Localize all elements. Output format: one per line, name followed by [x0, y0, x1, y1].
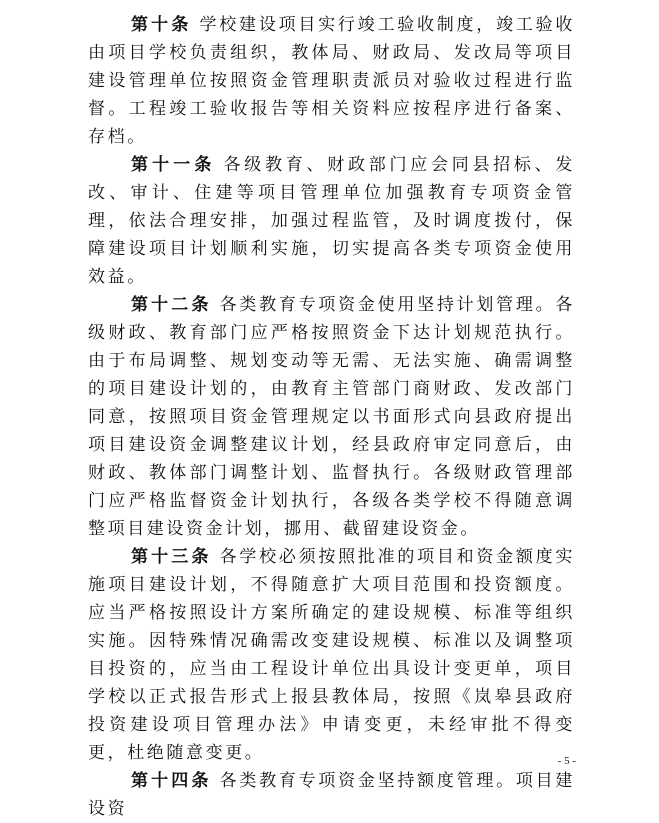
article-14 — [88, 767, 575, 823]
article-number: 第十三条 — [131, 547, 212, 567]
article-12 — [88, 291, 575, 543]
article-text: 各学校必须按照批准的项目和资金额度实施项目建设计划，不得随意扩大项目范围和投资额度。应当严格按照设计方案所确定的建设规模、标准等组织实施。因特殊情况确需改变建设规模、标准以及调整项目投资的，应当由工程设计单位出具设计变更单，项目学校以正式报告形式上报县教体局，按照《岚皋县政府投资建设项目管理办法》申请变更，未经审批不得变更，杜绝随意变更。 — [88, 547, 575, 763]
article-text: 学校建设项目实行竣工验收制度，竣工验收由项目学校负责组织，教体局、财政局、发改局等项目建设管理单位按照资金管理职责派员对验收过程进行监督。工程竣工验收报告等相关资料应按程序进行备案、存档。 — [88, 15, 575, 147]
document-body — [88, 11, 575, 823]
article-text: 各类教育专项资金使用坚持计划管理。各级财政、教育部门应严格按照资金下达计划规范执行。由于布局调整、规划变动等无需、无法实施、确需调整的项目建设计划的，由教育主管部门商财政、发改部门同意，按照项目资金管理规定以书面形式向县政府提出项目建设资金调整建议计划，经县政府审定同意后，由财政、教体部门调整计划、监督执行。各级财政管理部门应严格监督资金计划执行，各级各类学校不得随意调整项目建设资金计划，挪用、截留建设资金。 — [88, 295, 575, 539]
article-10 — [88, 11, 575, 151]
article-text: 各级教育、财政部门应会同县招标、发改、审计、住建等项目管理单位加强教育专项资金管理，依法合理安排，加强过程监管，及时调度拨付，保障建设项目计划顺利实施，切实提高各类专项资金使用效益。 — [88, 155, 575, 287]
article-text: 各类教育专项资金坚持额度管理。项目建设资 — [88, 771, 575, 819]
article-number: 第十一条 — [131, 155, 216, 175]
article-number: 第十二条 — [131, 295, 212, 315]
page-number: - 5 - — [557, 755, 576, 767]
article-11 — [88, 151, 575, 291]
article-13 — [88, 543, 575, 767]
article-number: 第十条 — [131, 15, 192, 35]
article-number: 第十四条 — [131, 771, 212, 791]
